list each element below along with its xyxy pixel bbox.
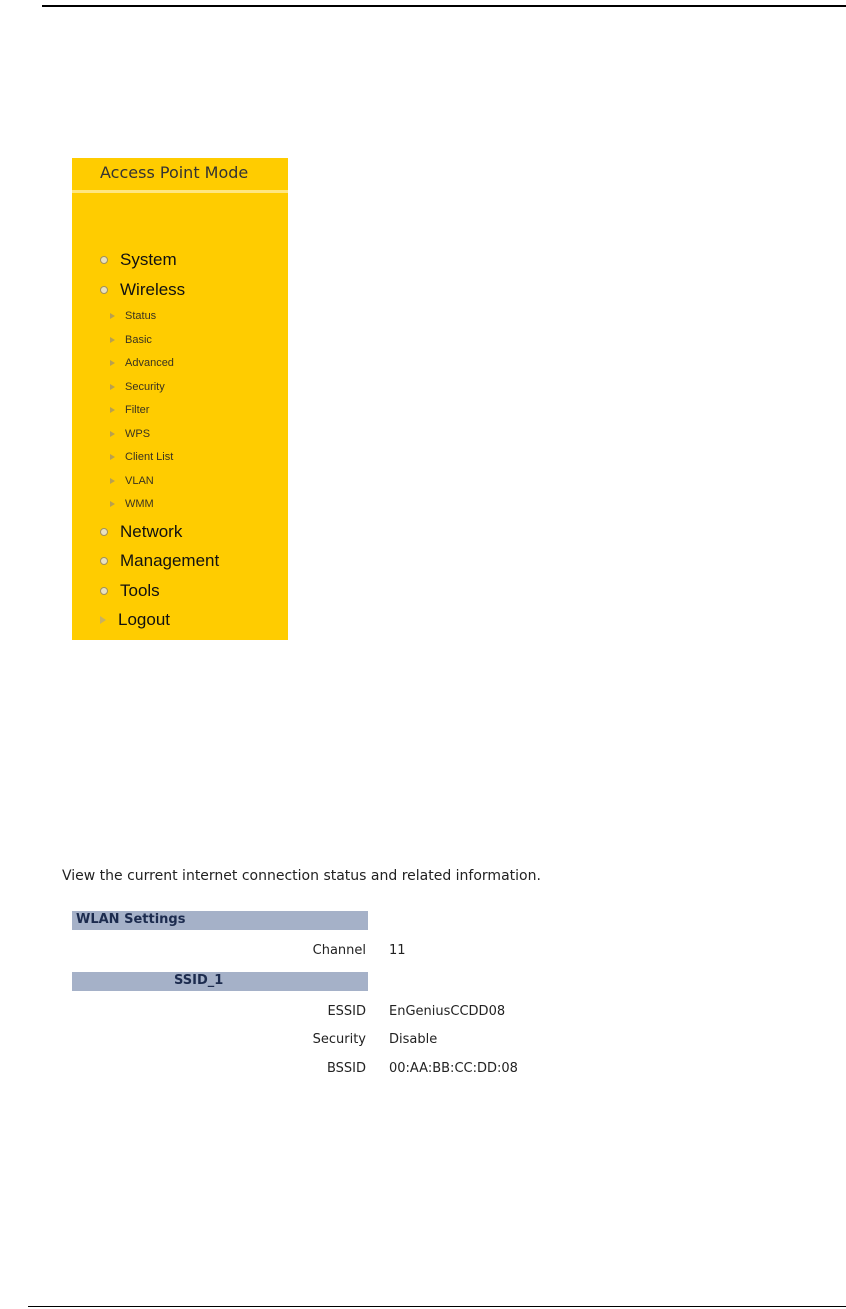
menu-title-text: Access Point Mode — [100, 163, 249, 182]
submenu-item-label: VLAN — [125, 475, 154, 487]
submenu-item-label: WPS — [125, 428, 151, 440]
wlan-settings-header — [72, 911, 368, 930]
submenu-item-label: Client List — [125, 451, 174, 463]
menu-item-label: System — [120, 250, 177, 269]
submenu-item-filter[interactable] — [110, 402, 149, 418]
menu-item-label: Wireless — [120, 280, 186, 299]
triangle-arrow-icon — [110, 337, 115, 343]
triangle-arrow-icon — [110, 313, 115, 319]
section-header-text: WLAN Settings — [76, 912, 186, 927]
menu-item-label: Management — [120, 551, 220, 570]
menu-item-logout[interactable] — [100, 608, 170, 632]
menu-item-label: Network — [120, 522, 183, 541]
menu-divider — [72, 190, 288, 193]
status-description: View the current internet connection status and related information. — [62, 868, 541, 884]
circle-bullet-icon — [100, 557, 108, 565]
triangle-arrow-icon — [110, 478, 115, 484]
circle-bullet-icon — [100, 587, 108, 595]
section-header-text: SSID_1 — [174, 973, 224, 988]
submenu-item-wmm[interactable] — [110, 496, 154, 512]
submenu-item-label: Status — [125, 310, 157, 322]
menu-item-wireless[interactable] — [100, 278, 185, 302]
triangle-arrow-icon — [110, 454, 115, 460]
submenu-item-wps[interactable] — [110, 426, 150, 442]
menu-item-label: Tools — [120, 581, 160, 600]
top-rule — [42, 5, 846, 7]
row-label-text: ESSID — [327, 1004, 366, 1019]
triangle-arrow-icon — [100, 616, 106, 624]
submenu-item-label: WMM — [125, 498, 154, 510]
submenu-item-advanced[interactable] — [110, 355, 174, 371]
submenu-item-vlan[interactable] — [110, 473, 154, 489]
submenu-item-client-list[interactable] — [110, 449, 173, 465]
submenu-item-label: Advanced — [125, 357, 174, 369]
triangle-arrow-icon — [110, 407, 115, 413]
submenu-item-status[interactable] — [110, 308, 156, 324]
triangle-arrow-icon — [110, 360, 115, 366]
channel-label — [72, 943, 368, 958]
submenu-item-basic[interactable] — [110, 332, 152, 348]
submenu-item-label: Security — [125, 381, 165, 393]
menu-item-label: Logout — [118, 610, 170, 629]
menu-item-system[interactable] — [100, 248, 177, 272]
security-value: Disable — [389, 1032, 438, 1047]
row-label-text: BSSID — [326, 1061, 366, 1076]
row-label-text: Channel — [312, 943, 366, 958]
submenu-item-label: Basic — [125, 334, 152, 346]
menu-item-network[interactable] — [100, 520, 182, 544]
essid-value: EnGeniusCCDD08 — [389, 1004, 506, 1019]
bottom-rule — [28, 1306, 846, 1307]
triangle-arrow-icon — [110, 431, 115, 437]
circle-bullet-icon — [100, 256, 108, 264]
triangle-arrow-icon — [110, 384, 115, 390]
circle-bullet-icon — [100, 286, 108, 294]
essid-label — [72, 1004, 368, 1019]
menu-item-tools[interactable] — [100, 579, 160, 603]
sidebar-menu — [72, 158, 288, 640]
triangle-arrow-icon — [110, 501, 115, 507]
ssid-header — [72, 972, 368, 991]
bssid-label — [72, 1061, 368, 1076]
circle-bullet-icon — [100, 528, 108, 536]
menu-title — [72, 158, 288, 190]
submenu-item-label: Filter — [125, 404, 150, 416]
menu-item-management[interactable] — [100, 549, 219, 573]
submenu-item-security[interactable] — [110, 379, 165, 395]
security-label — [72, 1032, 368, 1047]
row-label-text: Security — [312, 1032, 366, 1047]
channel-value: 11 — [389, 943, 406, 958]
bssid-value: 00:AA:BB:CC:DD:08 — [389, 1061, 518, 1076]
